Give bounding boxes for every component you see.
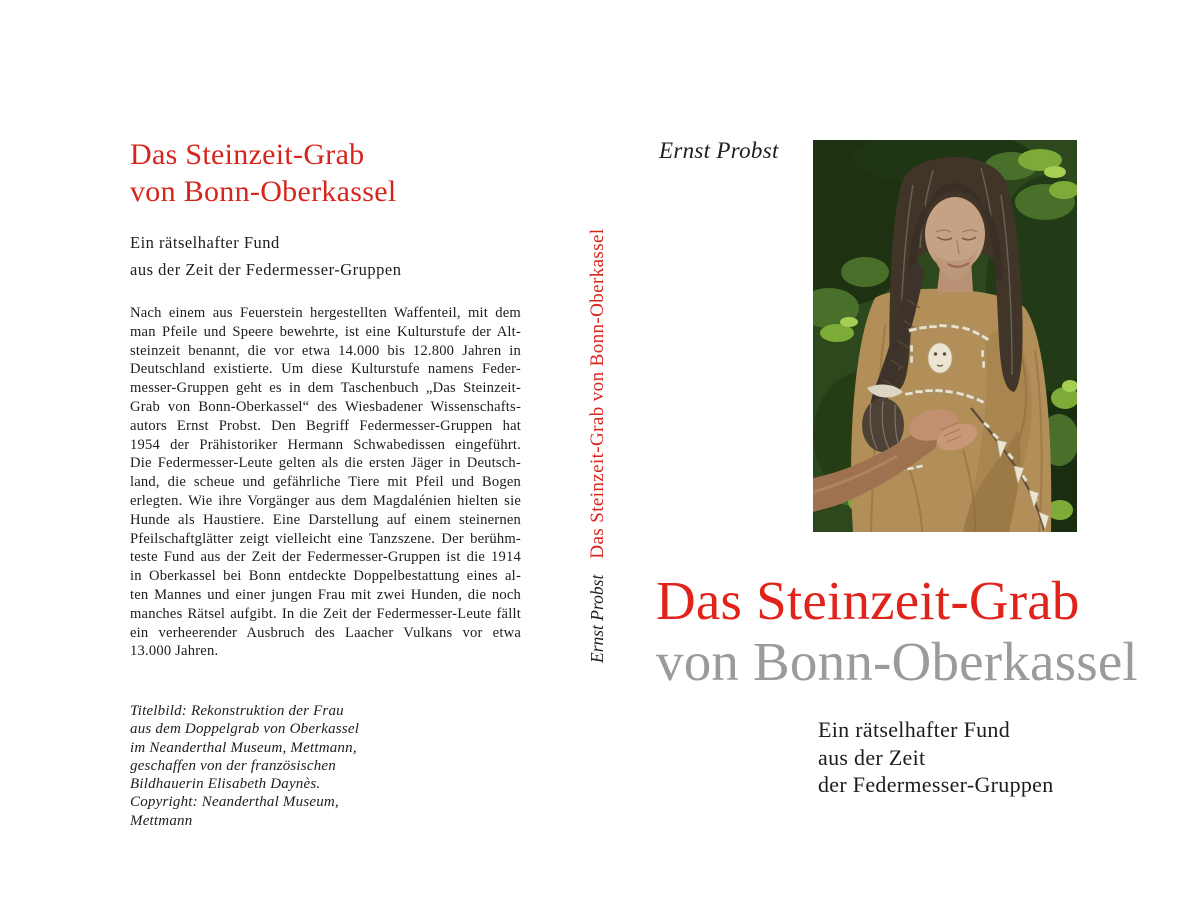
back-cover-title-line2: von Bonn-Oberkassel	[130, 175, 397, 208]
blurb-line: Die Federmesser-Leute gelten als die ersten Jäger in Deutsch-	[130, 455, 521, 472]
front-cover-author: Ernst Probst	[659, 138, 779, 163]
blurb-line: messer-Gruppen geht es in dem Taschenbuch „Das Steinzeit-	[130, 380, 521, 397]
blurb-line: steinzeit benannt, die vor etwa 14.000 bis 12.800 Jahren in	[130, 342, 521, 359]
blurb-line: Pfeilschaftglätter zeigt vielleicht eine Tanzszene. Der berühm-	[130, 530, 521, 547]
blurb-line: 1954 der Prähistoriker Hermann Schwabedissen eingeführt.	[130, 436, 521, 453]
blurb-line: ten Mannes und einer jungen Frau mit zwei Hunden, die noch	[130, 586, 521, 603]
blurb-line: manches Rätsel aufgibt. In die Zeit der Federmesser-Leute fällt	[130, 605, 521, 622]
blurb-line: 13.000 Jahren.	[130, 643, 219, 660]
front-cover-subtitle: Ein rätselhafter Fund aus der Zeit der Federmesser-Gruppen	[818, 717, 1054, 797]
spine-title: Das Steinzeit-Grab von Bonn-Oberkassel	[587, 228, 608, 559]
mask-pendant	[928, 343, 952, 373]
back-cover-blurb	[130, 304, 521, 661]
blurb-line: land, die scheue und gefährliche Tiere mit Pfeil und Bogen	[130, 474, 521, 491]
blurb-line: Deutschland existierte. Um diese Kulturstufe namens Feder-	[130, 361, 521, 378]
front-title-line2: von Bonn-Oberkassel	[656, 631, 1138, 692]
cover-photo-credit: Titelbild: Rekonstruktion der Frau aus dem Doppelgrab von Oberkassel im Neanderthal Museum, Mettmann, geschaffen von der französischen Bildhauerin Elisabeth Daynès. Copyright: Neanderthal Museum, Mettmann	[130, 703, 360, 829]
blurb-line: erlegten. Wie ihre Vorgänger aus dem Magdalénien hielten sie	[130, 492, 521, 509]
back-cover-title-line1: Das Steinzeit-Grab	[130, 138, 365, 171]
blurb-line: Nach einem aus Feuerstein hergestellten Waffenteil, mit dem	[130, 305, 521, 321]
cover-photo	[813, 140, 1077, 532]
front-cover-title	[656, 570, 1138, 692]
blurb-line: man Pfeile und Speere bewehrte, ist eine Kulturstufe der Alt-	[130, 323, 521, 340]
blurb-line: autors Ernst Probst. Den Begriff Federmesser-Gruppen hat	[130, 417, 521, 434]
blurb-line: teste Fund aus der Zeit der Federmesser-Gruppen ist die 1914	[130, 549, 521, 566]
blurb-line: in Oberkassel bei Bonn entdeckte Doppelbestattung eines al-	[130, 568, 521, 585]
spine	[584, 228, 612, 663]
blurb-line: Hunde als Haustiere. Eine Darstellung auf einem steinernen	[130, 511, 521, 528]
blurb-line: ein verheerender Ausbruch des Laacher Vulkans vor etwa	[130, 624, 521, 641]
blurb-line: Grab von Bonn-Oberkassel“ des Wiesbadener Wissenschafts-	[130, 398, 521, 415]
spine-author: Ernst Probst	[587, 574, 607, 663]
back-cover-title	[130, 136, 397, 210]
front-title-line1: Das Steinzeit-Grab	[656, 570, 1080, 631]
back-cover-subtitle: Ein rätselhafter Fund aus der Zeit der Federmesser-Gruppen	[130, 233, 402, 279]
